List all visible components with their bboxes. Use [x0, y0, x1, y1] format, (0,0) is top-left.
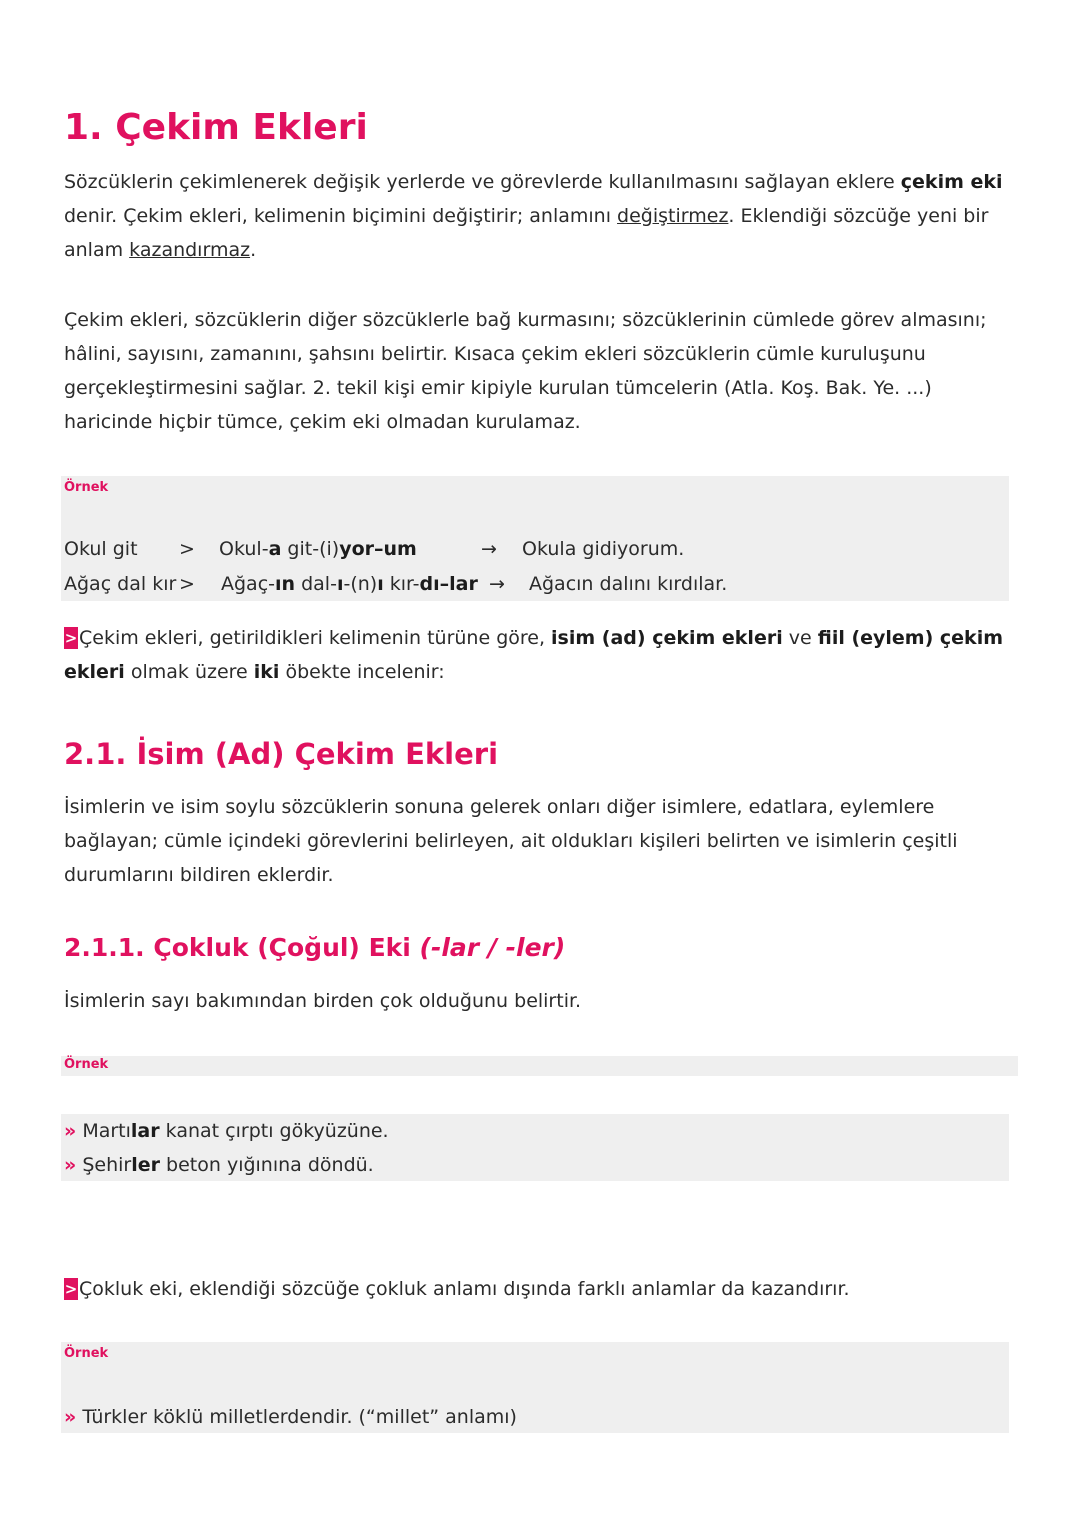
noun-inflection-paragraph: İsimlerin ve isim soylu sözcüklerin sonuna gelerek onları diğer isimlere, edatlara, eylemlere bağlayan; cümle içindeki görevlerini belirleyen, ait oldukları kişileri belirten ve isimlerin çeşitli durumlarını bildiren eklerdir. — [64, 796, 958, 886]
text-span: . — [250, 239, 257, 261]
example-box-1 — [61, 476, 1009, 601]
example-arrow: → — [489, 573, 505, 595]
example-box-2 — [61, 1114, 1009, 1181]
bullet-icon: » — [64, 1154, 77, 1176]
example-label: Örnek — [64, 480, 109, 495]
text-span: Çekim ekleri, getirildikleri kelimenin türüne göre, — [79, 627, 552, 649]
subsection-heading — [64, 930, 565, 966]
bold-term: çekim eki — [900, 171, 1003, 193]
bold-suffix: ler — [131, 1154, 160, 1176]
example-row — [219, 532, 417, 566]
text-span: Çokluk eki, eklendiği sözcüğe çokluk anlamı dışında farklı anlamlar da kazandırır. — [79, 1278, 850, 1300]
text-span: Okul git — [64, 538, 138, 560]
text-span: Okul- — [219, 538, 269, 560]
underlined-term: değiştirmez — [617, 205, 729, 227]
example-gt: > — [179, 538, 195, 560]
example-gt: > — [179, 573, 195, 595]
example-box-3 — [61, 1342, 1009, 1433]
section-heading: 2.1. İsim (Ad) Çekim Ekleri — [64, 737, 499, 771]
bullet-icon: » — [64, 1406, 77, 1428]
example-label: Örnek — [64, 1346, 109, 1361]
bold-term: fiil (eylem) çekim ekleri — [64, 627, 1004, 683]
list-item — [64, 1114, 389, 1148]
text-span: kanat çırptı gökyüzüne. — [159, 1120, 389, 1142]
example-result: Ağacın dalını kırdılar. — [529, 573, 728, 595]
example-row — [64, 532, 138, 566]
example-label-bar — [61, 1056, 1018, 1076]
text-span: Ağaç- — [221, 573, 276, 595]
bold-suffix: ın — [275, 573, 296, 595]
bold-suffix: lar — [130, 1120, 160, 1142]
bold-term: iki — [253, 661, 280, 683]
text-span: . Eklendiği sözcüğe yeni bir anlam — [64, 205, 989, 261]
bullet-icon: » — [64, 1120, 77, 1142]
bold-suffix: a — [268, 538, 282, 560]
text-span: Martı — [82, 1120, 131, 1142]
classification-paragraph — [64, 621, 1009, 689]
example-arrow: → — [481, 538, 497, 560]
text-span: olmak üzere — [124, 661, 254, 683]
text-span: kır- — [383, 573, 420, 595]
example-row — [64, 567, 176, 601]
text-span: Şehir — [82, 1154, 132, 1176]
bold-suffix: yor–um — [339, 538, 417, 560]
page-title: 1. Çekim Ekleri — [64, 107, 368, 148]
text-span: git-(i) — [281, 538, 340, 560]
text-span: denir. Çekim ekleri, kelimenin biçimini değiştirir; anlamını — [64, 205, 618, 227]
underlined-term: kazandırmaz — [129, 239, 251, 261]
bold-term: isim (ad) çekim ekleri — [551, 627, 783, 649]
bold-suffix: dı–lar — [419, 573, 478, 595]
heading-text: 2.1.1. Çokluk (Çoğul) Eki — [64, 933, 420, 962]
plural-paragraph: İsimlerin sayı bakımından birden çok olduğunu belirtir. — [64, 990, 582, 1012]
text-span: ve — [782, 627, 818, 649]
example-row — [221, 567, 478, 601]
text-span: Türkler köklü milletlerdendir. (“millet” anlamı) — [82, 1406, 517, 1428]
text-span: -(n) — [343, 573, 378, 595]
heading-suffix: (-lar / -ler) — [419, 933, 566, 962]
text-span: dal- — [295, 573, 337, 595]
plural-meaning-paragraph — [64, 1272, 1014, 1306]
bold-suffix: ı — [336, 573, 344, 595]
text-span: Ağaç dal kır — [64, 573, 177, 595]
intro-paragraph — [64, 165, 1014, 267]
arrow-badge-icon: > — [64, 629, 78, 647]
text-span: öbekte incelenir: — [279, 661, 445, 683]
arrow-badge-icon: > — [64, 1280, 78, 1298]
function-paragraph: Çekim ekleri, sözcüklerin diğer sözcüklerle bağ kurmasını; sözcüklerinin cümlede görev almasını; hâlini, sayısını, zamanını, şahsını belirtir. Kısaca çekim ekleri sözcüklerin cümle kuruluşunu gerçekleştirmesini sağlar. 2. tekil kişi emir kipiyle kurulan tümcelerin (Atla. Koş. Bak. Ye. ...) haricinde hiçbir tümce, çekim eki olmadan kurulamaz. — [64, 309, 987, 433]
example-label: Örnek — [64, 1057, 109, 1072]
example-result: Okula gidiyorum. — [522, 538, 685, 560]
text-span: Sözcüklerin çekimlenerek değişik yerlerde ve görevlerde kullanılmasını sağlayan eklere — [64, 171, 901, 193]
list-item — [64, 1400, 517, 1434]
text-span: beton yığınına döndü. — [160, 1154, 374, 1176]
bold-suffix: ı — [377, 573, 384, 595]
list-item — [64, 1148, 374, 1182]
